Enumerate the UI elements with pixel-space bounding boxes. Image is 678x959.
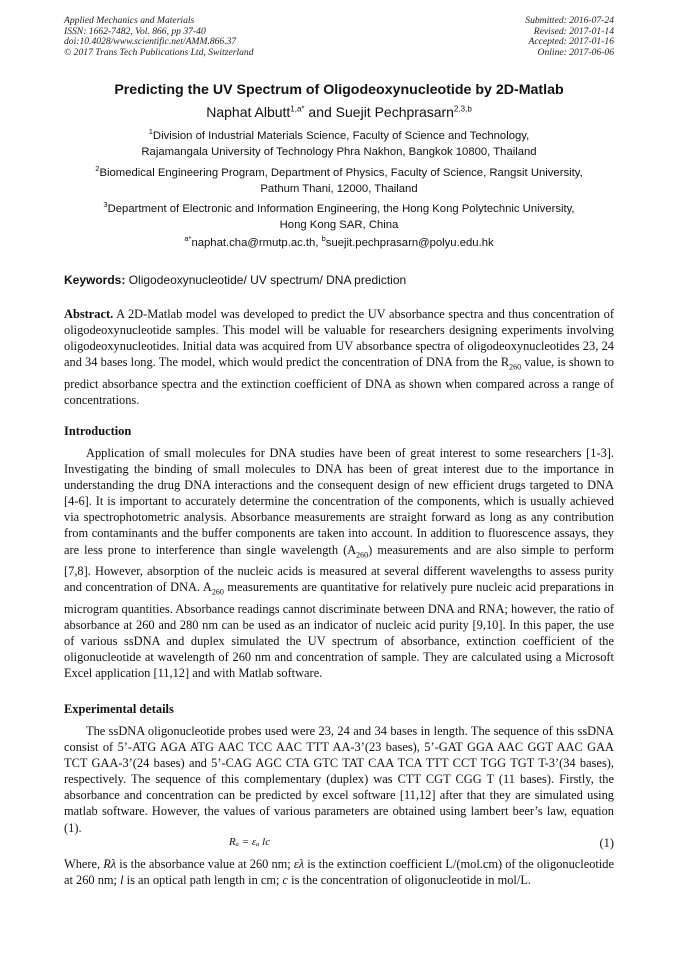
- email-link[interactable]: naphat.cha@rmutp.ac.th: [191, 237, 316, 249]
- paper-title: Predicting the UV Spectrum of Oligodeoxynucleotide by 2D-Matlab: [114, 82, 564, 98]
- date-accepted: Accepted: 2017-01-16: [528, 36, 614, 48]
- journal-doi: doi:10.4028/www.scientific.net/AMM.866.37: [64, 36, 237, 48]
- paragraph-text: ) measurements and are also simple to perform [7,8]. However, absorption of the nucleic acids is measured at several different wavelengths to assess purity and concentration of DNA. A: [64, 542, 614, 595]
- affiliation-number: 2: [95, 164, 100, 174]
- paragraph-subscript: 260: [211, 587, 224, 597]
- variable-symbol: l: [120, 873, 124, 888]
- email-separator: ,: [315, 237, 322, 249]
- date-online: Online: 2017-06-06: [537, 46, 614, 58]
- affiliation-number: 3: [103, 200, 108, 210]
- email-superscript: b: [321, 234, 326, 244]
- abstract-text: value, is shown to predict absorbance spectra and the extinction coefficient of DNA as shown when compared across a range of concentrations.: [64, 355, 614, 407]
- affiliation-line: Pathum Thani, 12000, Thailand: [260, 182, 418, 195]
- publication-dates: [525, 16, 614, 58]
- paragraph-text: Application of small molecules for DNA studies have been of great interest to some researchers [1-3]. Investigating the binding of small molecules to DNA has been of great interest due to the importance in understanding the drug DNA interactions and the consequent design of new efficient drugs targeted to DNA [4-6]. It is important to accurately determine the concentration of the components, which is usually achieved via spectrophotometric analysis. Absorbance measurements are straight forward as long as any contribution from contaminants and the buffer components are taken into account. In addition to fluorescence assays, they are less prone to interference than single wavelength (A: [64, 446, 614, 557]
- affiliation: [64, 202, 614, 233]
- author-conjunction: and: [304, 104, 336, 120]
- paragraph-text: is the extinction coefficient L/(mol.cm) of the oligonucleotide at 260 nm;: [64, 857, 615, 888]
- journal-name: Applied Mechanics and Materials: [64, 15, 195, 26]
- paragraph-text: is an optical path length in cm;: [123, 873, 283, 888]
- affiliation-line: Hong Kong SAR, China: [279, 218, 399, 231]
- paragraph-text: measurements are quantitative for relatively pure nucleic acid preparations in microgram quantities. Absorbance readings cannot discriminate between DNA and RNA; however, the ratio of absorbance at 260 and 280 nm can be used as an indicator of nucleic acid purity [9,10]. In this paper, the use of various ssDNA and duplex simulated the UV spectrum of absorbance, extinction coefficient of the oligonucleotide at wavelength of 260 nm and concentration of sample. They are calculated using a Microsoft Excel application [11,12] and with Matlab software.: [64, 580, 614, 681]
- affiliation-line: Department of Electronic and Information Engineering, the Hong Kong Polytechnic University,: [107, 203, 575, 215]
- section-heading: Experimental details: [64, 702, 174, 716]
- keywords: [64, 273, 614, 287]
- author-superscript: 1,a*: [290, 104, 305, 114]
- email-link[interactable]: suejit.pechprasarn@polyu.edu.hk: [325, 237, 494, 249]
- author-emails: [64, 234, 614, 249]
- journal-issn: ISSN: 1662-7482, Vol. 866, pp 37-40: [64, 25, 206, 37]
- author-line: [0, 104, 678, 120]
- abstract: [64, 306, 614, 408]
- affiliation-line: Rajamangala University of Technology Phra Nakhon, Bangkok 10800, Thailand: [141, 145, 537, 158]
- variable-symbol: ελ: [293, 857, 305, 871]
- paragraph-subscript: 260: [356, 550, 369, 560]
- affiliation-number: 1: [148, 127, 153, 137]
- abstract-label: Abstract.: [64, 307, 114, 321]
- experimental-paragraph: The ssDNA oligonucleotide probes used were 23, 24 and 34 bases in length. The sequence of this ssDNA consist of 5’-ATG AGA ATG AAC TCC AAC TTT AA-3’(23 bases), 5’-GAT GGA AAC GGT AAC GAA TCT GAA-3’(24 bases) and 5’-CAG AGC CTA GTC TAT CAA TCA TTT CCT TGG TGT T-3’(34 bases), respectively. The sequence of this complementary (duplex) was CTT CGT CGG T (11 bases). Firstly, the absorbance and concentration can be predicted by excel software [11,12] after that they are simulated using matlab software. However, the values of various parameters are obtained using lambert beer’s law, equation (1).: [64, 724, 614, 835]
- affiliation-line: Division of Industrial Materials Science, Faculty of Science and Technology,: [152, 130, 530, 142]
- paragraph-text: is the concentration of oligonucleotide in mol/L.: [288, 873, 531, 888]
- journal-info: [64, 16, 254, 58]
- author-superscript: 2,3,b: [453, 104, 472, 114]
- affiliation: [64, 129, 614, 160]
- keywords-label: Keywords:: [64, 273, 126, 287]
- equation-1: [64, 836, 614, 852]
- date-revised: Revised: 2017-01-14: [533, 25, 614, 37]
- author-name: Suejit Pechprasarn: [335, 104, 454, 120]
- section-heading: Introduction: [64, 424, 132, 438]
- email-superscript: a*: [184, 234, 192, 244]
- variable-symbol: c: [282, 873, 289, 888]
- affiliation-line: Biomedical Engineering Program, Department of Physics, Faculty of Science, Rangsit University,: [99, 167, 583, 179]
- journal-copyright: © 2017 Trans Tech Publications Ltd, Switzerland: [64, 46, 254, 58]
- abstract-text: A 2D-Matlab model was developed to predict the UV absorbance spectra and thus concentration of oligodeoxynucleotide samples. This model will be valuable for researchers designing experiments involving oligodeoxynucleotides. Initial data was acquired from UV absorbance spectra of oligodeoxynucleotides 23, 24 and 34 bases long. The model, which would predict the concentration of DNA from the R: [64, 307, 614, 370]
- affiliation: [64, 166, 614, 197]
- paragraph-text: Where,: [64, 857, 104, 871]
- variable-symbol: Rλ: [103, 857, 117, 871]
- paragraph-text: is the absorbance value at 260 nm;: [116, 857, 294, 871]
- equation-number: (1): [599, 836, 614, 850]
- date-submitted: Submitted: 2016-07-24: [525, 15, 614, 26]
- abstract-subscript: 260: [509, 362, 522, 372]
- author-name: Naphat Albutt: [206, 104, 291, 120]
- introduction-paragraph: [64, 445, 614, 681]
- equation-formula: Rₐ = εₐ lc: [229, 836, 271, 848]
- variable-definitions: [64, 856, 614, 888]
- keywords-text: Oligodeoxynucleotide/ UV spectrum/ DNA prediction: [128, 273, 407, 287]
